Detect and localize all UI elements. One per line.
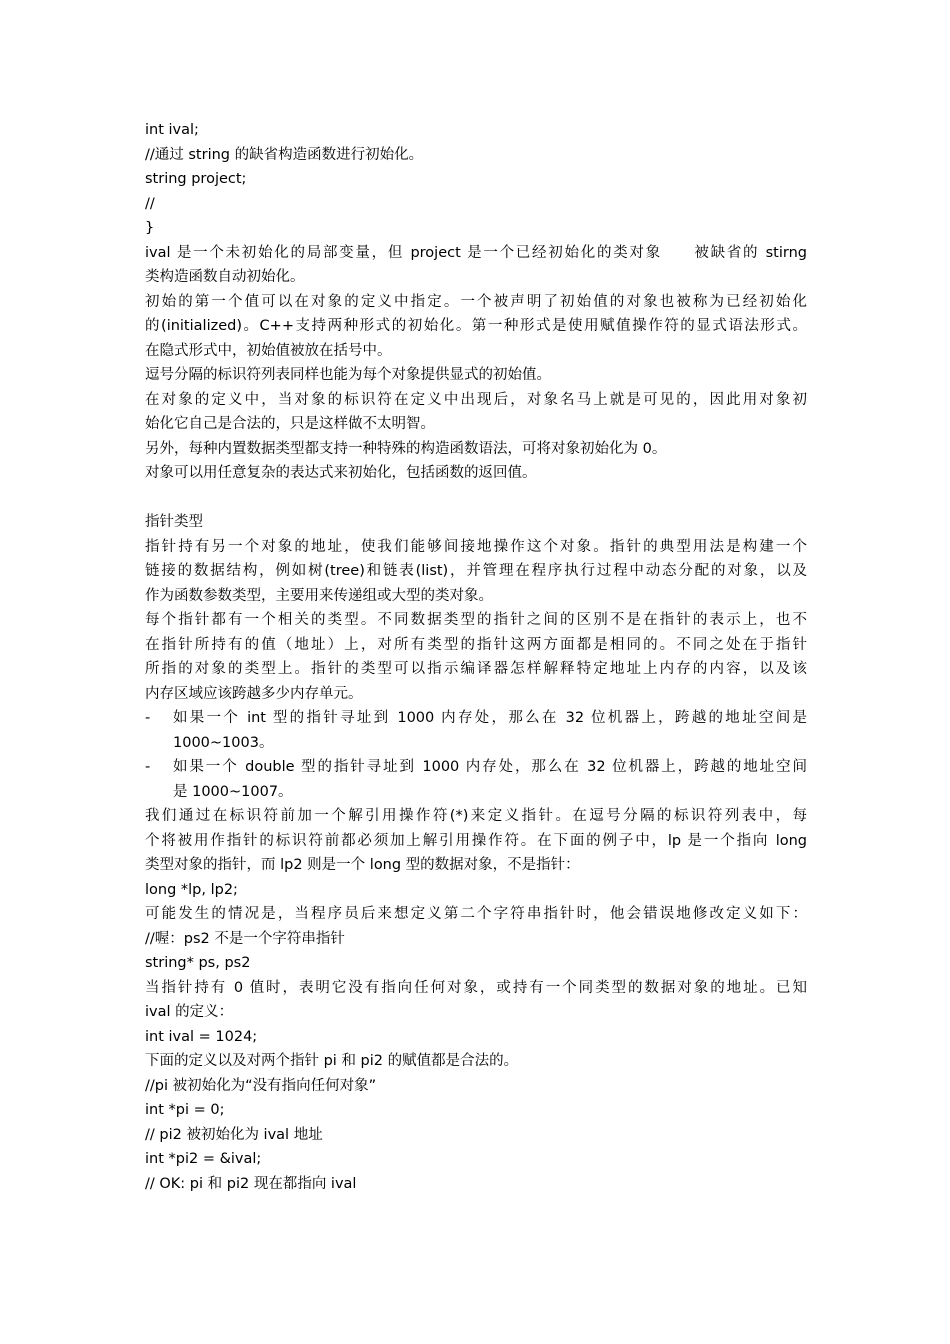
bullet-dash: -	[145, 710, 151, 726]
paragraph-line: 类型对象的指针，而 lp2 则是一个 long 型的数据对象，不是指针：	[145, 857, 580, 873]
code-comment: //喔：ps2 不是一个字符串指针	[145, 930, 345, 947]
document-body	[145, 118, 807, 1196]
paragraph-line: 在隐式形式中，初始值被放在括号中。	[145, 342, 392, 359]
paragraph-line: 在对象的定义中，当对象的标识符在定义中出现后，对象名马上就是可见的，因此用对象初	[145, 391, 807, 408]
paragraph-line: 我们通过在标识符前加一个解引用操作符(*)来定义指针。在逗号分隔的标识符列表中，每	[145, 808, 807, 824]
code-comment: //pi 被初始化为“没有指向任何对象”	[145, 1077, 377, 1094]
paragraph-line: 类构造函数自动初始化。	[145, 269, 305, 285]
code-comment: // pi2 被初始化为 ival 地址	[145, 1126, 323, 1143]
list-item	[145, 755, 807, 780]
code-comment: //通过 string 的缺省构造函数进行初始化。	[145, 146, 424, 163]
paragraph-line: 在指针所持有的值（地址）上，对所有类型的指针这两方面都是相同的。不同之处在于指针	[145, 636, 807, 653]
paragraph-line: 逗号分隔的标识符列表同样也能为每个对象提供显式的初始值。	[145, 367, 551, 383]
paragraph-line: 当指针持有 0 值时，表明它没有指向任何对象，或持有一个同类型的数据对象的地址。已知	[145, 979, 807, 996]
code-line: string project;	[145, 171, 247, 187]
blank-line	[145, 486, 807, 511]
section-heading: 指针类型	[145, 514, 203, 530]
list-item-continuation: 1000~1003。	[173, 734, 274, 751]
paragraph-line: 另外，每种内置数据类型都支持一种特殊的构造函数语法，可将对象初始化为 0。	[145, 440, 667, 457]
code-line: int *pi = 0;	[145, 1102, 225, 1118]
paragraph-line: 所指的对象的类型上。指针的类型可以指示编译器怎样解释特定地址上内存的内容，以及该	[145, 661, 807, 677]
paragraph-line: 内存区域应该跨越多少内存单元。	[145, 685, 363, 702]
paragraph-line: 对象可以用任意复杂的表达式来初始化，包括函数的返回值。	[145, 465, 537, 481]
paragraph-line: 作为函数参数类型，主要用来传递组或大型的类对象。	[145, 587, 493, 604]
paragraph-line: 指针持有另一个对象的地址，使我们能够间接地操作这个对象。指针的典型用法是构建一个	[145, 538, 807, 555]
paragraph-line: 初始的第一个值可以在对象的定义中指定。一个被声明了初始值的对象也被称为已经初始化	[145, 293, 807, 310]
code-line: int *pi2 = &ival;	[145, 1151, 262, 1167]
bullet-dash: -	[145, 759, 151, 775]
code-comment: //	[145, 195, 155, 212]
paragraph-line: 下面的定义以及对两个指针 pi 和 pi2 的赋值都是合法的。	[145, 1053, 519, 1069]
list-item	[145, 706, 807, 731]
paragraph-line: ival 是一个未初始化的局部变量，但 project 是一个已经初始化的类对象 被缺省的 stirng	[145, 244, 807, 261]
code-comment: // OK: pi 和 pi2 现在都指向 ival	[145, 1175, 357, 1192]
paragraph-line: 个将被用作指针的标识符前都必须加上解引用操作符。在下面的例子中，lp 是一个指向 long	[145, 832, 807, 849]
paragraph-line: 的(initialized)。C++支持两种形式的初始化。第一种形式是使用赋值操作符的显式语法形式。	[145, 318, 807, 334]
code-line: }	[145, 220, 155, 236]
paragraph-line: 每个指针都有一个相关的类型。不同数据类型的指针之间的区别不是在指针的表示上，也不	[145, 612, 807, 628]
code-line: long *lp, lp2;	[145, 881, 238, 898]
code-line: int ival;	[145, 122, 199, 138]
code-line: int ival = 1024;	[145, 1028, 258, 1045]
paragraph-line: 链接的数据结构，例如树(tree)和链表(list)，并管理在程序执行过程中动态分配的对象，以及	[145, 563, 807, 579]
list-item-continuation: 是 1000~1007。	[173, 783, 293, 800]
code-line: string* ps, ps2	[145, 955, 251, 971]
list-item-text: 如果一个 int 型的指针寻址到 1000 内存处，那么在 32 位机器上，跨越的地址空间是	[173, 710, 807, 726]
paragraph-line: 可能发生的情况是，当程序员后来想定义第二个字符串指针时，他会错误地修改定义如下：	[145, 906, 807, 922]
paragraph-line: 始化它自己是合法的，只是这样做不太明智。	[145, 416, 435, 432]
list-item-text: 如果一个 double 型的指针寻址到 1000 内存处，那么在 32 位机器上，跨越的地址空间	[173, 759, 807, 775]
paragraph-line: ival 的定义：	[145, 1004, 234, 1020]
